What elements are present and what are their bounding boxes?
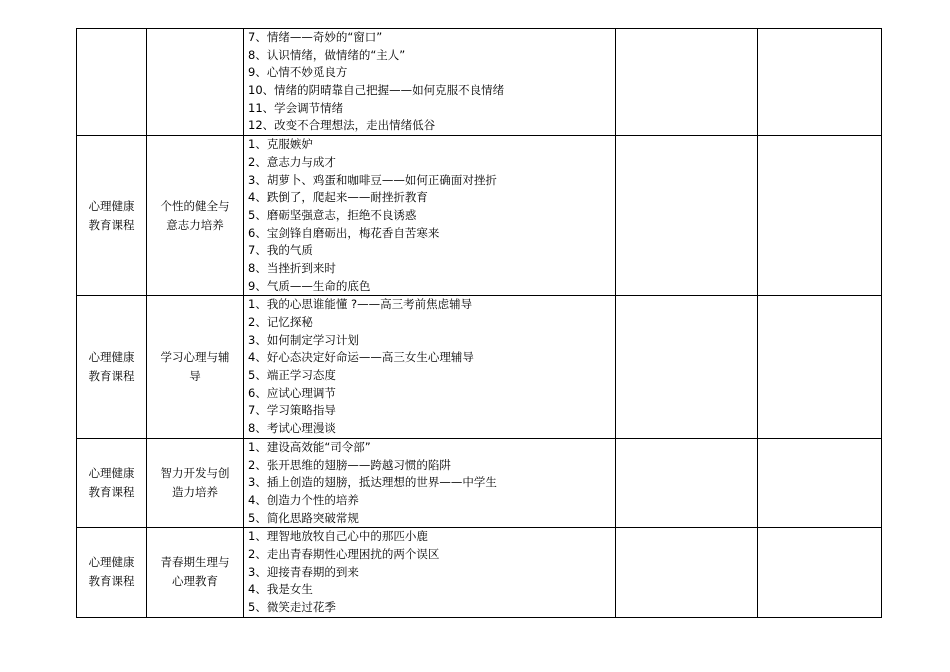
- lesson-item: 1、建设高效能“司令部”: [248, 439, 371, 454]
- lesson-item: 9、气质——生命的底色: [248, 278, 371, 293]
- lesson-item: 2、走出青春期性心理困扰的两个误区: [248, 546, 440, 561]
- blank-cell: [616, 136, 758, 296]
- lesson-item: 1、我的心思谁能懂 ?——高三考前焦虑辅导: [248, 297, 473, 312]
- lesson-item: 4、我是女生: [248, 582, 313, 597]
- table-row: [77, 528, 882, 617]
- topic-cell: [147, 136, 244, 296]
- category-cell: [77, 136, 147, 296]
- category-label-line: 教育课程: [88, 485, 135, 500]
- lesson-item: 2、记忆探秘: [248, 315, 313, 329]
- lesson-item: 8、当挫折到来时: [248, 260, 336, 275]
- blank-cell: [616, 296, 758, 439]
- category-cell: [77, 438, 147, 527]
- lesson-item: 7、情绪——奇妙的“窗口”: [248, 30, 383, 44]
- table-row: [77, 438, 882, 527]
- lesson-item: 10、情绪的阴晴靠自己把握——如何克服不良情绪: [248, 83, 505, 98]
- lesson-item: 5、微笑走过花季: [248, 600, 336, 614]
- lesson-item: 1、克服嫉妒: [248, 137, 313, 152]
- lesson-item: 8、认识情绪，做情绪的“主人”: [248, 47, 406, 62]
- lesson-item: 3、胡萝卜、鸡蛋和咖啡豆——如何正确面对挫折: [248, 172, 497, 187]
- blank-cell: [758, 296, 882, 439]
- lesson-item: 1、理智地放牧自己心中的那匹小鹿: [248, 529, 428, 544]
- lesson-item: 2、张开思维的翅膀——跨越习惯的陷阱: [248, 457, 451, 472]
- category-label-line: 教育课程: [88, 217, 135, 232]
- topic-label-line: 个性的健全与: [160, 198, 230, 213]
- table-row: [77, 296, 882, 439]
- topic-cell: [147, 438, 244, 527]
- blank-cell: [758, 29, 882, 136]
- lesson-item: 4、跌倒了，爬起来——耐挫折教育: [248, 190, 428, 205]
- lesson-item: 9、心情不妙觅良方: [248, 65, 348, 80]
- topic-label-line: 导: [189, 369, 201, 384]
- category-cell: [77, 29, 147, 136]
- lesson-item: 7、学习策略指导: [248, 403, 336, 418]
- lesson-item: 2、意志力与成才: [248, 154, 336, 169]
- topic-label-line: 青春期生理与: [160, 555, 230, 570]
- lesson-item: 7、我的气质: [248, 243, 313, 258]
- lesson-item: 5、磨砺坚强意志，拒绝不良诱惑: [248, 207, 417, 222]
- lessons-cell: [244, 438, 616, 527]
- lesson-item: 12、改变不合理想法，走出情绪低谷: [248, 118, 436, 133]
- category-label-line: 心理健康: [88, 198, 135, 213]
- category-cell: [77, 296, 147, 439]
- topic-label-line: 造力培养: [172, 485, 218, 500]
- lessons-cell: [244, 136, 616, 296]
- lesson-item: 11、学会调节情绪: [248, 100, 344, 115]
- blank-cell: [616, 528, 758, 617]
- topic-label-line: 意志力培养: [166, 217, 224, 232]
- blank-cell: [758, 528, 882, 617]
- topic-label-line: 智力开发与创: [160, 466, 230, 481]
- lesson-item: 5、简化思路突破常规: [248, 510, 359, 525]
- blank-cell: [616, 29, 758, 136]
- topic-label-line: 学习心理与辅: [160, 350, 230, 365]
- lessons-cell: [244, 29, 616, 136]
- blank-cell: [616, 438, 758, 527]
- category-label-line: 心理健康: [88, 466, 135, 481]
- lesson-item: 3、迎接青春期的到来: [248, 564, 359, 579]
- category-label-line: 教育课程: [88, 369, 135, 384]
- table-row: [77, 136, 882, 296]
- topic-cell: [147, 296, 244, 439]
- lesson-item: 4、创造力个性的培养: [248, 492, 359, 507]
- topic-cell: [147, 528, 244, 617]
- lesson-item: 5、端正学习态度: [248, 368, 336, 383]
- category-cell: [77, 528, 147, 617]
- blank-cell: [758, 136, 882, 296]
- topic-label-line: 心理教育: [172, 574, 218, 589]
- lesson-item: 6、应试心理调节: [248, 385, 336, 400]
- lesson-item: 3、插上创造的翅膀，抵达理想的世界——中学生: [248, 475, 497, 490]
- category-label-line: 心理健康: [88, 555, 135, 570]
- category-label-line: 教育课程: [88, 574, 135, 589]
- blank-cell: [758, 438, 882, 527]
- lesson-item: 3、如何制定学习计划: [248, 332, 359, 347]
- lesson-item: 8、考试心理漫谈: [248, 421, 336, 436]
- topic-cell: [147, 29, 244, 136]
- lessons-cell: [244, 296, 616, 439]
- category-label-line: 心理健康: [88, 350, 135, 365]
- table-row: [77, 29, 882, 136]
- lesson-item: 4、好心态决定好命运——高三女生心理辅导: [248, 350, 474, 365]
- lesson-item: 6、宝剑锋自磨砺出，梅花香自苦寒来: [248, 225, 440, 240]
- lessons-cell: [244, 528, 616, 617]
- curriculum-table: [76, 28, 882, 618]
